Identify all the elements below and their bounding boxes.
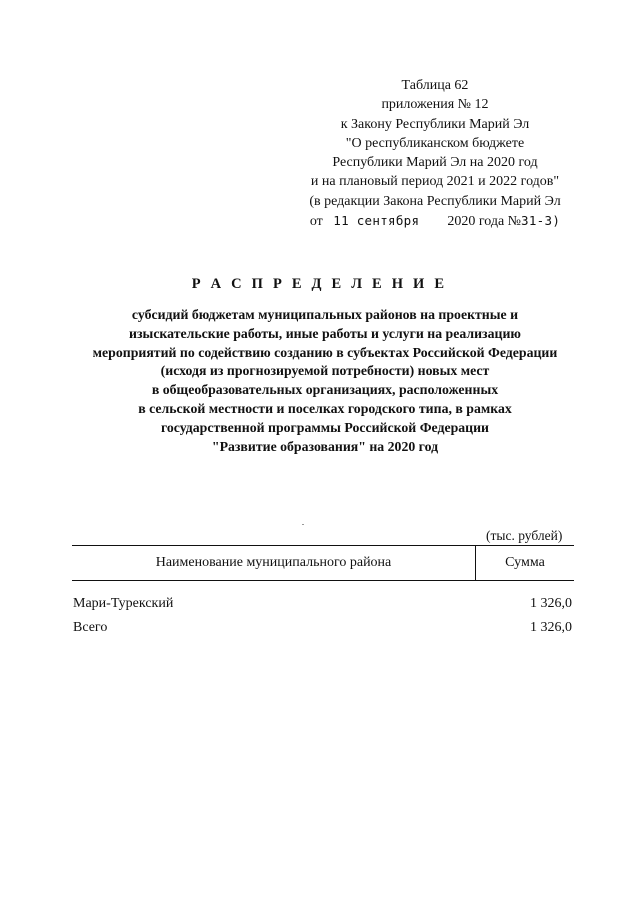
column-header-sum: Сумма [505,555,545,570]
subtitle-line: государственной программы Российской Федерации [160,419,490,435]
scan-speck [302,524,304,525]
table-header [72,545,574,581]
subtitle-line: изыскательские работы, иные работы и услуги на реализацию [129,325,521,341]
document-header [270,76,600,231]
header-law-title-1: "О республиканском бюджете [345,135,525,151]
header-amendment: (в редакции Закона Республики Марий Эл [309,193,561,209]
document-title: Р А С П Р Е Д Е Л Е Н И Е [191,276,448,292]
header-law-title-2: Республики Марий Эл на 2020 год [332,155,538,171]
header-appendix: приложения № 12 [381,97,489,113]
district-name-cell: Мари-Турекский [73,596,174,611]
document-subtitle [60,306,590,456]
total-label-cell: Всего [73,620,108,635]
header-law-reference: к Закону Республики Марий Эл [340,116,530,132]
distribution-table [72,545,574,640]
sum-cell: 1 326,0 [530,596,572,611]
header-law-title-3: и на плановый период 2021 и 2022 годов" [310,174,560,190]
table-total-row [72,616,574,640]
subtitle-line: в сельской местности и поселках городского типа, в рамках [138,400,512,416]
subtitle-line: (исходя из прогнозируемой потребности) новых мест [160,363,490,379]
amendment-date-handwritten: 11 сентября [333,213,420,229]
column-header-district: Наименование муниципального района [72,546,476,580]
header-table-number: Таблица 62 [401,78,469,93]
amendment-number-handwritten: 31-З) [521,213,561,229]
header-amendment-date [270,211,600,231]
subtitle-line: субсидий бюджетам муниципальных районов на проектные и [131,307,519,322]
amendment-prefix: от [309,214,323,230]
table-row [72,592,574,616]
amendment-year: 2020 года № [447,214,522,230]
subtitle-line: "Развитие образования" на 2020 год [211,438,439,454]
table-units: (тыс. рублей) [486,528,563,543]
total-sum-cell: 1 326,0 [530,620,572,635]
subtitle-line: мероприятий по содействию созданию в субъектах Российской Федерации [92,344,558,360]
subtitle-line: в общеобразовательных организациях, расположенных [151,382,499,398]
